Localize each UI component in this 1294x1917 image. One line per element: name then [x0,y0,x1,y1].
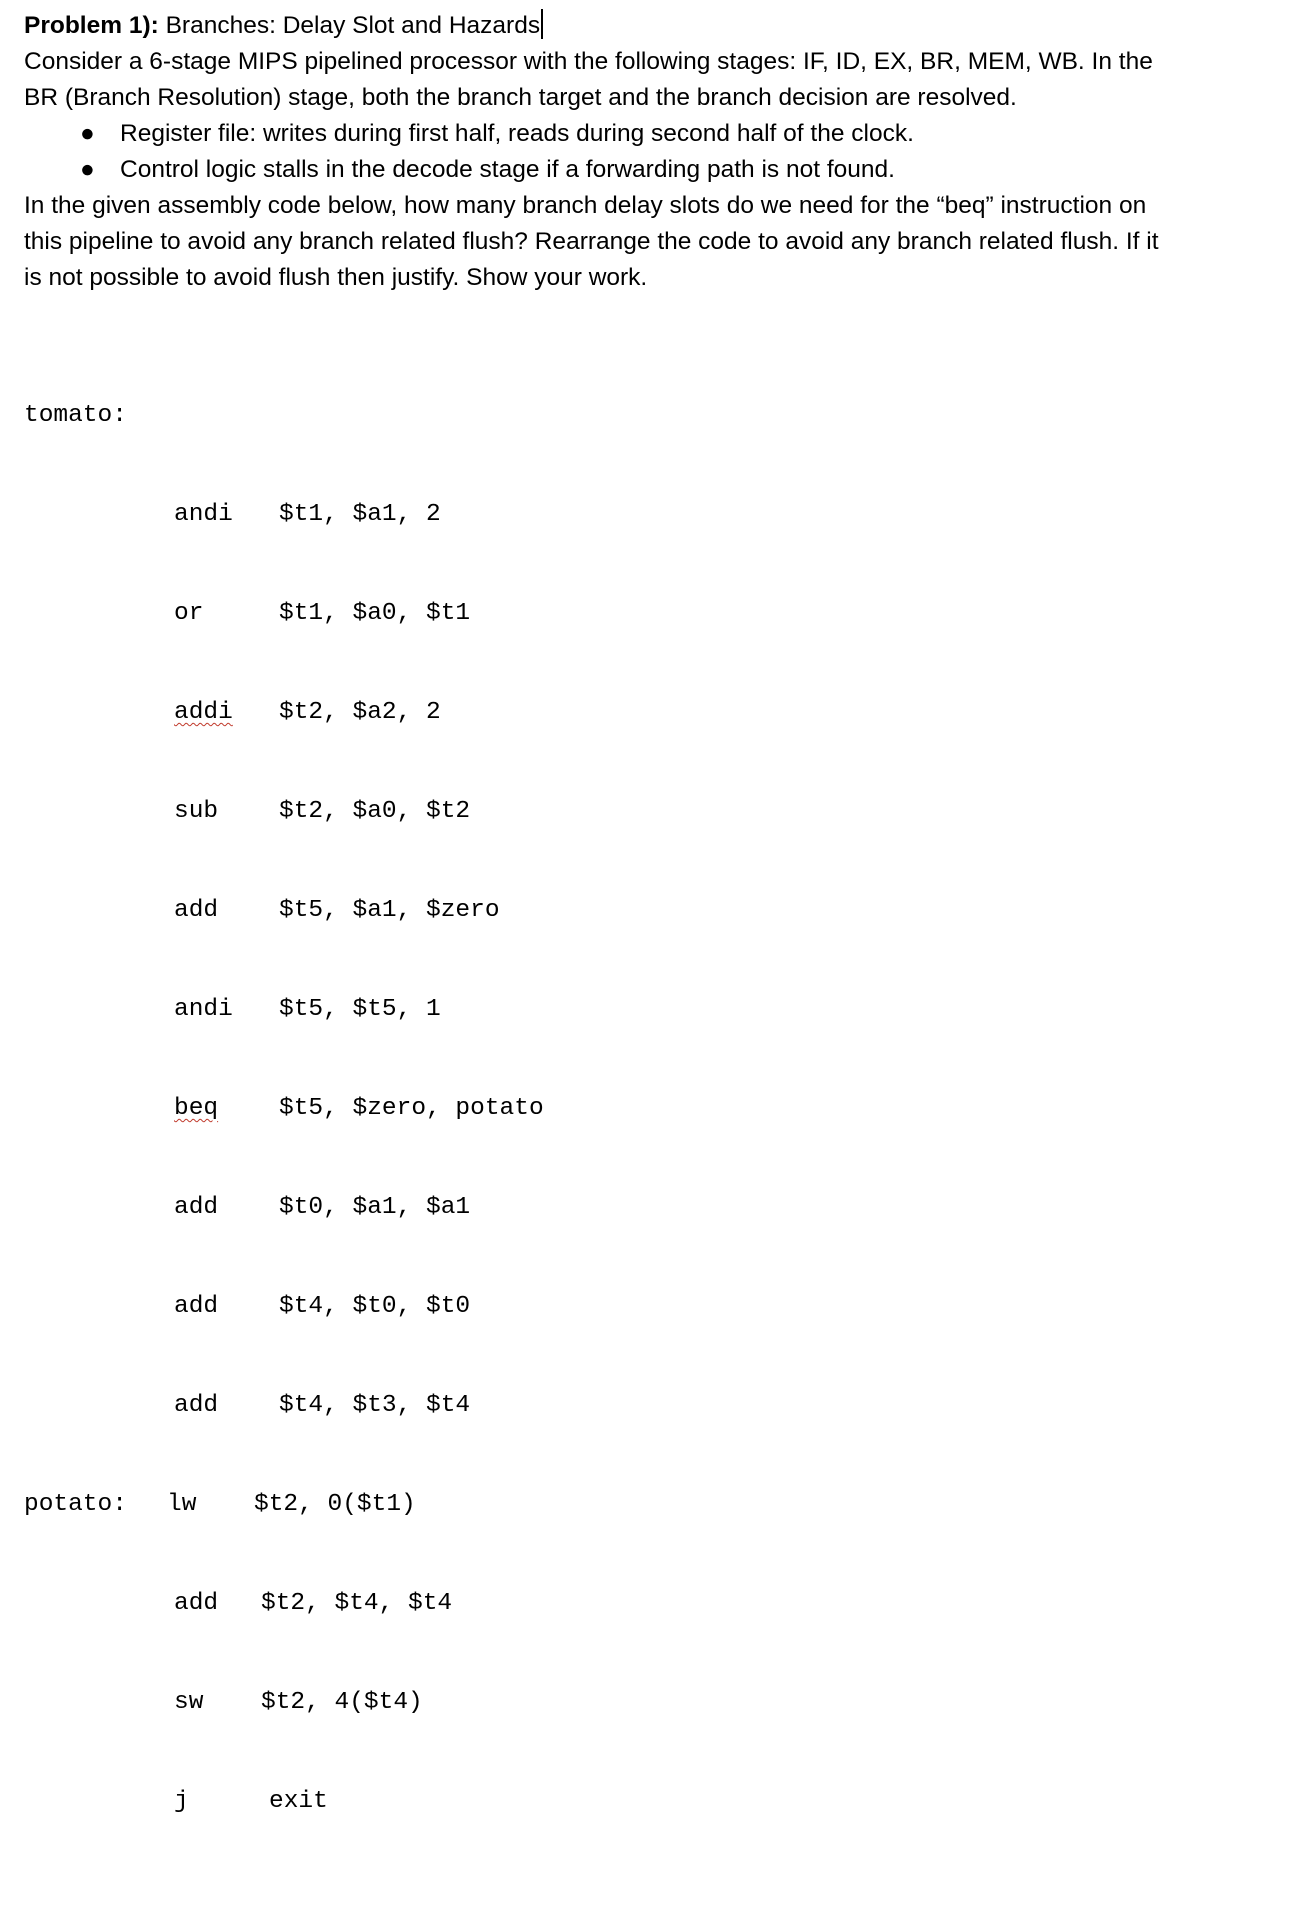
question-line-1: In the given assembly code below, how many branch delay slots do we need for the “beq” instruction on [24,192,1147,219]
opcode: sw [174,1689,204,1716]
opcode: add [174,897,219,924]
operands: $t1, $a0, $t1 [279,600,471,627]
code-line [24,597,471,630]
opcode: andi [174,501,233,528]
question-line-3: is not possible to avoid flush then justify. Show your work. [24,264,648,291]
bullet-item [24,116,1286,152]
operands: $t2, $t4, $t4 [261,1590,453,1617]
operands: $t0, $a1, $a1 [279,1194,471,1221]
opcode: addi [174,699,233,726]
intro-line-2: BR (Branch Resolution) stage, both the branch target and the branch decision are resolved. [24,84,1017,111]
code-line [24,894,500,927]
operands: $t5, $a1, $zero [279,897,500,924]
operands: $t5, $t5, 1 [279,996,441,1023]
opcode: andi [174,996,233,1023]
opcode: add [174,1590,219,1617]
bullet-text: Control logic stalls in the decode stage if a forwarding path is not found. [120,156,895,183]
opcode: lw [167,1491,197,1518]
code-line [24,1092,544,1125]
opcode: add [174,1194,219,1221]
bullet-dot-icon: ● [80,120,95,147]
operands: $t2, 0($t1) [254,1491,416,1518]
problem-title-text: Branches: Delay Slot and Hazards [158,12,541,39]
code-line [24,1389,471,1422]
opcode: beq [174,1095,219,1122]
label-tomato: tomato: [24,402,127,429]
opcode: j [174,1788,189,1815]
bullet-text: Register file: writes during first half, reads during second half of the clock. [120,120,914,147]
label-potato: potato: [24,1491,127,1518]
code-line [24,795,471,828]
code-line [24,696,441,729]
intro-line-1: Consider a 6-stage MIPS pipelined processor with the following stages: IF, ID, EX, BR, MEM, WB. In the [24,48,1153,75]
code-line [24,1290,471,1323]
code-line [24,993,441,1026]
operands: $t2, $a2, 2 [279,699,441,726]
bullet-dot-icon: ● [80,156,95,183]
problem-number: Problem 1): [24,12,159,39]
opcode: add [174,1293,219,1320]
code-line [24,498,441,531]
code-line [24,1785,328,1818]
operands: $t5, $zero, potato [279,1095,544,1122]
opcode: add [174,1392,219,1419]
opcode: or [174,600,204,627]
operands: $t4, $t3, $t4 [279,1392,471,1419]
problem-title [24,8,1286,44]
code-line [24,1587,453,1620]
operands: $t4, $t0, $t0 [279,1293,471,1320]
operands: $t1, $a1, 2 [279,501,441,528]
operands: $t2, 4($t4) [261,1689,423,1716]
operands: $t2, $a0, $t2 [279,798,471,825]
text-cursor [541,9,543,39]
operands: exit [269,1788,328,1815]
code-line [24,1488,416,1521]
assembly-code-block [24,333,544,1851]
opcode: sub [174,798,219,825]
question-line-2: this pipeline to avoid any branch related flush? Rearrange the code to avoid any branch related flush. If it [24,228,1159,255]
code-label-line [24,399,127,432]
code-line [24,1686,423,1719]
code-line [24,1191,471,1224]
bullet-item [24,152,1286,188]
document-body [24,8,1286,296]
